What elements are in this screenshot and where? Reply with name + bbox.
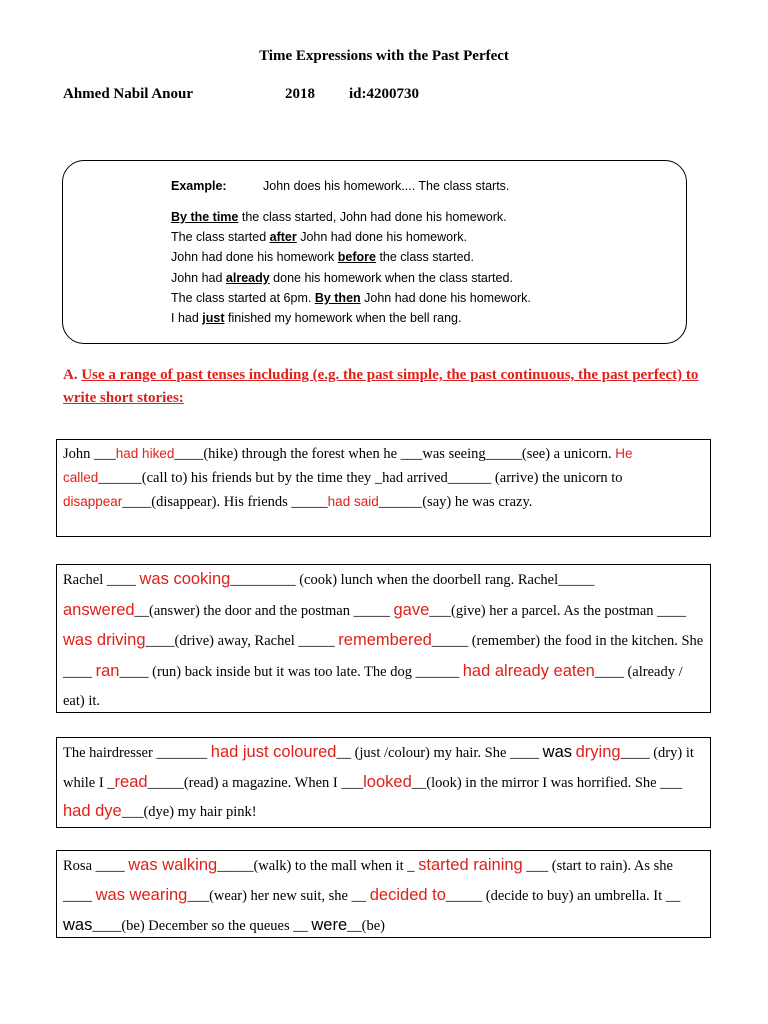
answer-text: had said <box>327 494 379 509</box>
story-text: __(be) <box>347 918 385 934</box>
example-line <box>171 308 531 328</box>
example-line-text: the class started, John had done his homework. <box>238 210 507 224</box>
story-text: ____ (run) back inside but it was too late. The dog ______ <box>119 663 463 680</box>
example-line-text: John had done his homework <box>171 250 338 265</box>
example-line-text: the class started. <box>375 250 474 265</box>
story-box-3 <box>56 737 711 828</box>
answer-text: had already eaten <box>462 661 595 680</box>
story-text: John ___ <box>63 446 116 462</box>
example-line <box>171 268 531 288</box>
answer-text: had just coloured <box>210 743 337 761</box>
story-text: ______(call to) his friends but by the time they _had arrived______ (arrive) the unicorn to <box>98 470 623 486</box>
answer-text: was walking <box>128 856 218 874</box>
answer-text: had hiked <box>115 446 175 461</box>
time-expression: before <box>337 250 376 265</box>
story-text: Rosa ____ <box>63 858 129 874</box>
example-line-text: John had <box>171 270 226 285</box>
answer-text: read <box>114 772 148 791</box>
answer-text: was driving <box>63 631 146 649</box>
example-line-text: The class started <box>171 230 270 245</box>
story-text: ___(give) her a parcel. As the postman ____ <box>429 602 687 619</box>
time-expression: By then <box>314 290 361 305</box>
story-box-2 <box>56 564 711 713</box>
example-label: Example: <box>171 179 227 193</box>
time-expression: already <box>225 270 270 285</box>
story-text: __(look) in the mirror I was horrified. She ___ <box>411 774 682 791</box>
story-text: ___(dye) my hair pink! <box>121 804 257 820</box>
story-text: _____(read) a magazine. When I ___ <box>147 774 364 791</box>
story-box-4 <box>56 850 711 938</box>
example-prompt: John does his homework.... The class starts. <box>263 179 510 193</box>
year: 2018 <box>285 86 315 102</box>
page-title: Time Expressions with the Past Perfect <box>259 48 509 64</box>
example-line-text: I had <box>171 311 203 326</box>
answer-text-black: were <box>311 916 348 934</box>
answer-text: drying <box>575 743 621 761</box>
author-name: Ahmed Nabil Anour <box>63 86 194 102</box>
student-id: id:4200730 <box>349 86 420 102</box>
time-expression: By the time <box>171 210 239 224</box>
story-text: ______(say) he was crazy. <box>378 494 533 510</box>
example-line-text: John had done his homework. <box>296 230 467 245</box>
story-text: __(answer) the door and the postman _____ <box>134 602 394 619</box>
answer-text: looked <box>363 772 412 791</box>
answer-text: ran <box>95 661 120 680</box>
story-text: ____ (already / eat) it. <box>63 663 683 709</box>
story-text: ____(disappear). His friends _____ <box>122 494 328 510</box>
example-line-text: The class started at 6pm. <box>171 290 315 305</box>
instruction-text: Use a range of past tenses including (e.g. the past simple, the past continuous, the past perfect) to write short stories: <box>63 367 699 406</box>
example-line-text: John had done his homework. <box>360 290 531 305</box>
answer-text-black: was <box>63 916 93 934</box>
answer-text: had dye <box>63 802 122 820</box>
time-expression: after <box>269 230 297 245</box>
story-text: _____ (decide to buy) an umbrella. It __ <box>445 888 681 904</box>
story-text: __ (just /colour) my hair. She ____ <box>336 745 543 761</box>
example-line <box>171 247 531 267</box>
answer-text: answered <box>63 600 135 619</box>
story-text: ____(hike) through the forest when he ___was seeing_____(see) a unicorn. <box>174 446 616 462</box>
story-text: ____(drive) away, Rachel _____ <box>145 633 339 649</box>
answer-text: started raining <box>418 856 523 874</box>
example-lines <box>171 207 531 328</box>
story-text: ____ (dry) it while I _ <box>63 745 694 791</box>
story-text: The hairdresser _______ <box>63 745 211 761</box>
story-text: _________ (cook) lunch when the doorbell rang. Rachel_____ <box>230 572 595 588</box>
answer-text: was wearing <box>95 886 188 904</box>
answer-text-black: was <box>542 743 572 761</box>
story-box-1 <box>56 439 711 537</box>
story-text: Rachel ____ <box>63 572 140 588</box>
author-line <box>63 86 419 103</box>
story-text: ___(wear) her new suit, she __ <box>187 888 370 904</box>
answer-text: disappear <box>63 494 123 509</box>
answer-text: gave <box>393 600 430 619</box>
example-line-text: finished my homework when the bell rang. <box>224 311 462 326</box>
instruction-a <box>63 364 723 410</box>
story-text: _____(walk) to the mall when it _ <box>217 858 419 874</box>
story-text: ____(be) December so the queues __ <box>92 918 312 934</box>
story-text: ___ (start to rain). As she ____ <box>63 858 673 904</box>
example-line-text: done his homework when the class started. <box>269 270 513 285</box>
time-expression: just <box>202 311 225 326</box>
example-line <box>171 207 531 227</box>
instruction-letter: A. <box>63 367 78 383</box>
example-line <box>171 227 531 247</box>
story-text: _____ (remember) the food in the kitchen. She ____ <box>63 633 704 680</box>
answer-text: He called <box>63 446 633 485</box>
example-header <box>171 179 509 193</box>
example-box <box>62 160 687 344</box>
answer-text: decided to <box>369 886 446 904</box>
example-line <box>171 288 531 308</box>
answer-text: remembered <box>338 631 432 649</box>
answer-text: was cooking <box>139 570 231 588</box>
